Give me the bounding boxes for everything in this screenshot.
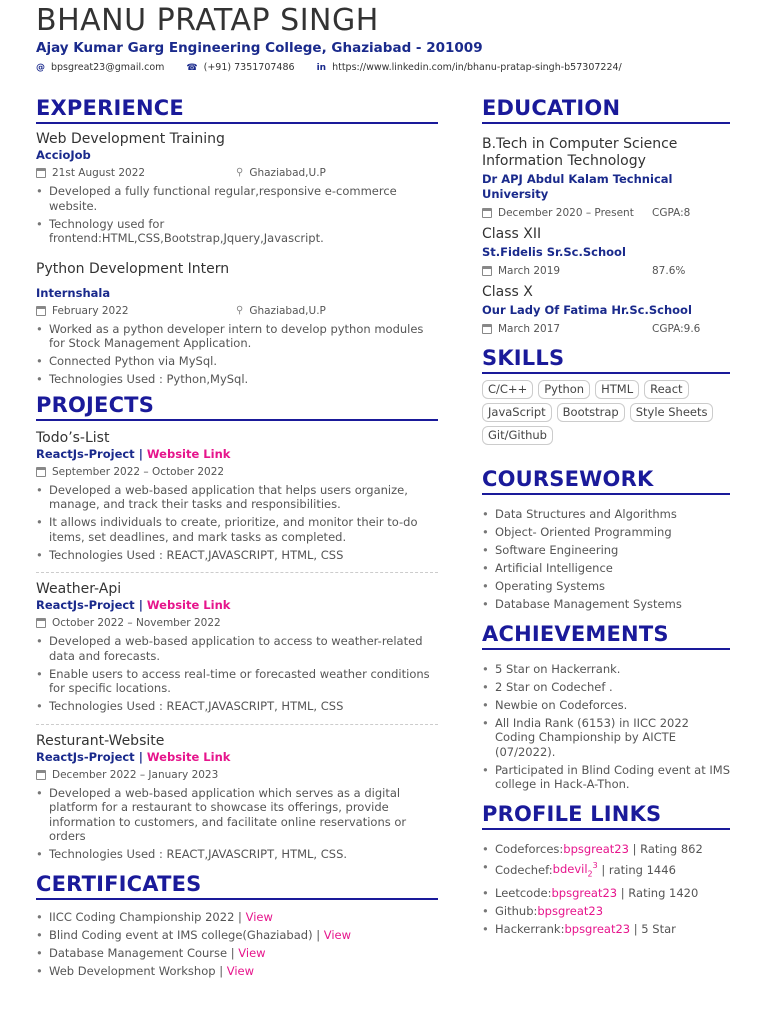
certificate-item (36, 964, 438, 979)
coursework-heading: COURSEWORK (482, 467, 730, 495)
phone-text[interactable]: (+91) 7351707486 (203, 62, 295, 73)
profile-link-item (482, 842, 730, 857)
profile-link-item (482, 922, 730, 937)
project-divider (36, 572, 438, 573)
project-meta (36, 768, 438, 782)
profile-handle-link[interactable] (552, 861, 598, 879)
bullet-item: • Technologies Used : REACT,JAVASCRIPT, HTML, CSS. (36, 847, 438, 862)
experience-title: Python Development Intern (36, 260, 230, 277)
handle-superscript: 3 (592, 861, 598, 871)
date-text: March 2017 (498, 323, 561, 335)
certificate-item (36, 910, 438, 925)
skills-list (482, 380, 730, 449)
college-line: Ajay Kumar Garg Engineering College, Ghaziabad - 201009 (36, 40, 483, 56)
bullet-item: • Developed a web-based application to access to weather-related data and forecasts. (36, 634, 438, 663)
coursework-item: • Artificial Intelligence (482, 561, 730, 576)
education-heading: EDUCATION (482, 96, 730, 124)
education-score: 87.6% (652, 265, 686, 277)
education-entry (482, 136, 730, 220)
profile-link-item (482, 860, 730, 883)
project-date (36, 465, 224, 479)
skill-chip: HTML (595, 380, 639, 399)
experience-org: Internshala (36, 285, 111, 300)
coursework-item: • Operating Systems (482, 579, 730, 594)
project-entry (36, 580, 438, 714)
coursework-item: • Object- Oriented Programming (482, 525, 730, 540)
date-text: October 2022 – November 2022 (52, 617, 221, 629)
achievements-list (482, 662, 730, 792)
calendar-icon (482, 324, 492, 334)
website-link[interactable]: Website Link (146, 446, 231, 461)
experience-location (236, 166, 326, 180)
experience-entry (36, 130, 438, 246)
certificate-name: IICC Coding Championship 2022 | (49, 909, 242, 924)
project-bullets (36, 786, 438, 862)
profile-handle: bpsgreat23 (537, 903, 604, 918)
experience-meta (36, 166, 438, 180)
profile-handle-link[interactable] (551, 886, 617, 900)
profile-site: Codeforces: (495, 841, 564, 856)
location-icon: ⚲ (236, 304, 244, 316)
contact-bar (36, 62, 736, 73)
project-meta (36, 616, 438, 630)
education-school: Our Lady Of Fatima Hr.Sc.School (482, 303, 692, 317)
date-text: September 2022 – October 2022 (52, 465, 225, 478)
education-date (482, 322, 652, 336)
achievements-heading: ACHIEVEMENTS (482, 622, 730, 650)
date-text: December 2020 – Present (498, 207, 634, 219)
project-tag: ReactJs-Project (36, 446, 135, 461)
linkedin-contact[interactable] (317, 62, 622, 73)
profile-rating: | Rating 862 (632, 841, 703, 856)
coursework-item: • Database Management Systems (482, 597, 730, 612)
profile-links-heading: PROFILE LINKS (482, 802, 730, 830)
skill-chip: Python (538, 380, 590, 399)
achievement-item: • 2 Star on Codechef . (482, 680, 730, 695)
education-date (482, 206, 652, 220)
education-meta (482, 264, 730, 278)
resume-header (36, 4, 736, 73)
project-tag: ReactJs-Project (36, 749, 135, 764)
calendar-icon (36, 618, 46, 628)
profile-link-item (482, 904, 730, 919)
candidate-name: BHANU PRATAP SINGH (36, 3, 379, 38)
profile-handle: bpsgreat23 (564, 921, 631, 936)
profile-site: Hackerrank: (495, 921, 565, 936)
education-score: CGPA:9.6 (652, 323, 701, 335)
profile-handle: bpsgreat23 (563, 841, 629, 856)
certificate-item (36, 946, 438, 961)
experience-bullets (36, 184, 438, 246)
education-school: Dr APJ Abdul Kalam Technical University (482, 172, 673, 201)
experience-date (36, 304, 236, 318)
bullet-item: • Developed a fully functional regular,responsive e-commerce website. (36, 184, 438, 213)
bullet-item: • Worked as a python developer intern to develop python modules for Stock Management Application. (36, 322, 438, 351)
experience-meta (36, 304, 438, 318)
bullet-item: • Connected Python via MySql. (36, 354, 438, 369)
right-column (482, 96, 730, 940)
profile-handle: bpsgreat23 (551, 885, 618, 900)
date-text: December 2022 – January 2023 (52, 768, 219, 781)
profile-rating: | rating 1446 (601, 862, 676, 877)
location-text: Ghaziabad,U.P (249, 167, 326, 179)
project-date (36, 768, 218, 782)
calendar-icon (482, 208, 492, 218)
project-tagline: ReactJs-Project | Website Link (36, 749, 231, 764)
experience-title: Web Development Training (36, 131, 225, 147)
achievement-item: • Newbie on Codeforces. (482, 698, 730, 713)
coursework-item: • Software Engineering (482, 543, 730, 558)
view-link[interactable]: View (238, 945, 266, 960)
experience-date (36, 166, 236, 180)
calendar-icon (36, 467, 46, 477)
certificate-name: Database Management Course | (49, 945, 235, 960)
location-icon: ⚲ (236, 167, 244, 178)
project-tagline: ReactJs-Project | Website Link (36, 446, 231, 461)
project-entry (36, 429, 438, 563)
profile-links-list (482, 842, 730, 937)
location-text: Ghaziabad,U.P (249, 304, 326, 317)
skill-chip: Git/Github (482, 426, 553, 445)
skill-chip: Bootstrap (557, 403, 625, 422)
bullet-item: • Technologies Used : REACT,JAVASCRIPT, HTML, CSS (36, 699, 438, 714)
calendar-icon (36, 168, 46, 178)
certificates-heading: CERTIFICATES (36, 872, 438, 900)
project-tag: ReactJs-Project (36, 598, 135, 612)
skill-chip: React (644, 380, 688, 399)
education-date (482, 264, 652, 278)
education-school: St.Fidelis Sr.Sc.School (482, 245, 626, 259)
projects-list (36, 429, 438, 862)
certificate-name: Blind Coding event at IMS college(Ghaziabad) | (49, 927, 321, 942)
bullet-item: • Technologies Used : Python,MySql. (36, 372, 438, 387)
experience-entry (36, 260, 438, 387)
profile-handle-link[interactable] (564, 922, 630, 936)
education-meta (482, 206, 730, 220)
achievement-item: • 5 Star on Hackerrank. (482, 662, 730, 677)
profile-link-item (482, 886, 730, 901)
profile-handle-link[interactable] (537, 904, 603, 918)
bullet-item: • Developed a web-based application that helps users organize, manage, and track their tasks and responsibilities. (36, 483, 438, 512)
linkedin-link[interactable]: https://www.linkedin.com/in/bhanu-pratap-singh-b57307224/ (332, 62, 622, 73)
experience-heading: EXPERIENCE (36, 96, 438, 124)
handle-subscript: 2 (587, 869, 593, 879)
education-score: CGPA:8 (652, 207, 691, 219)
coursework-list (482, 507, 730, 612)
project-bullets (36, 634, 438, 714)
experience-location (236, 304, 326, 318)
skill-chip: JavaScript (482, 403, 552, 422)
achievement-item: • Participated in Blind Coding event at IMS college in Hack-A-Thon. (482, 763, 730, 792)
certificate-name: Web Development Workshop | (49, 963, 224, 978)
project-tagline: ReactJs-Project | Website Link (36, 598, 231, 612)
profile-site: Leetcode: (495, 885, 552, 900)
phone-icon: ☎ (186, 62, 198, 73)
experience-list (36, 130, 438, 387)
website-link[interactable]: Website Link (146, 749, 231, 764)
bullet-item: • Technology used for frontend:HTML,CSS,Bootstrap,Jquery,Javascript. (36, 217, 438, 246)
linkedin-icon: in (316, 62, 327, 73)
email-text[interactable]: bpsgreat23@gmail.com (51, 62, 165, 73)
view-link[interactable]: View (323, 927, 352, 942)
experience-org: AccioJob (36, 148, 91, 162)
at-icon: @ (36, 62, 45, 73)
calendar-icon (36, 306, 46, 316)
education-entry (482, 226, 730, 278)
education-list (482, 136, 730, 336)
profile-rating: | 5 Star (633, 921, 676, 936)
email-contact[interactable] (36, 62, 164, 73)
projects-heading: PROJECTS (36, 393, 438, 421)
date-text: February 2022 (52, 304, 129, 317)
skills-heading: SKILLS (482, 346, 730, 374)
skill-chip: C/C++ (482, 380, 533, 399)
experience-bullets (36, 322, 438, 387)
bullet-item: • Technologies Used : REACT,JAVASCRIPT, HTML, CSS (36, 548, 438, 563)
project-title: Todo’s-List (36, 429, 110, 446)
education-title: B.Tech in Computer Science Information Technology (482, 136, 678, 169)
education-meta (482, 322, 730, 336)
project-title: Resturant-Website (36, 732, 165, 749)
date-text: March 2019 (498, 265, 561, 277)
profile-site: Codechef: (495, 862, 553, 877)
left-column (36, 96, 438, 982)
profile-handle: bdevil (552, 862, 588, 877)
project-entry (36, 732, 438, 862)
certificate-item (36, 928, 438, 943)
view-link[interactable]: View (226, 963, 255, 978)
profile-handle-link[interactable] (563, 842, 629, 856)
skill-chip: Style Sheets (630, 403, 714, 422)
date-text: 21st August 2022 (52, 167, 146, 179)
education-title: Class XII (482, 226, 542, 242)
bullet-item: • Developed a web-based application which serves as a digital platform for a restaurant to showcase its offerings, provide information to customers, and facilitate online reservations or orders (36, 786, 438, 844)
calendar-icon (482, 266, 492, 276)
project-date (36, 616, 221, 630)
profile-rating: | Rating 1420 (620, 885, 699, 900)
view-link[interactable]: View (245, 909, 273, 924)
coursework-item: • Data Structures and Algorithms (482, 507, 730, 522)
phone-contact[interactable] (186, 62, 294, 73)
education-entry (482, 284, 730, 336)
project-bullets (36, 483, 438, 563)
project-meta (36, 465, 438, 479)
education-title: Class X (482, 284, 533, 300)
bullet-item: • Enable users to access real-time or forecasted weather conditions for specific locations. (36, 667, 438, 696)
certificates-list (36, 910, 438, 979)
website-link[interactable]: Website Link (146, 598, 231, 612)
calendar-icon (36, 770, 46, 780)
project-divider (36, 724, 438, 725)
achievement-item: • All India Rank (6153) in IICC 2022 Coding Championship by AICTE (07/2022). (482, 716, 730, 760)
project-title: Weather-Api (36, 581, 122, 597)
bullet-item: • It allows individuals to create, prioritize, and monitor their to-do items, set deadlines, and mark tasks as completed. (36, 515, 438, 544)
profile-site: Github: (495, 903, 538, 918)
